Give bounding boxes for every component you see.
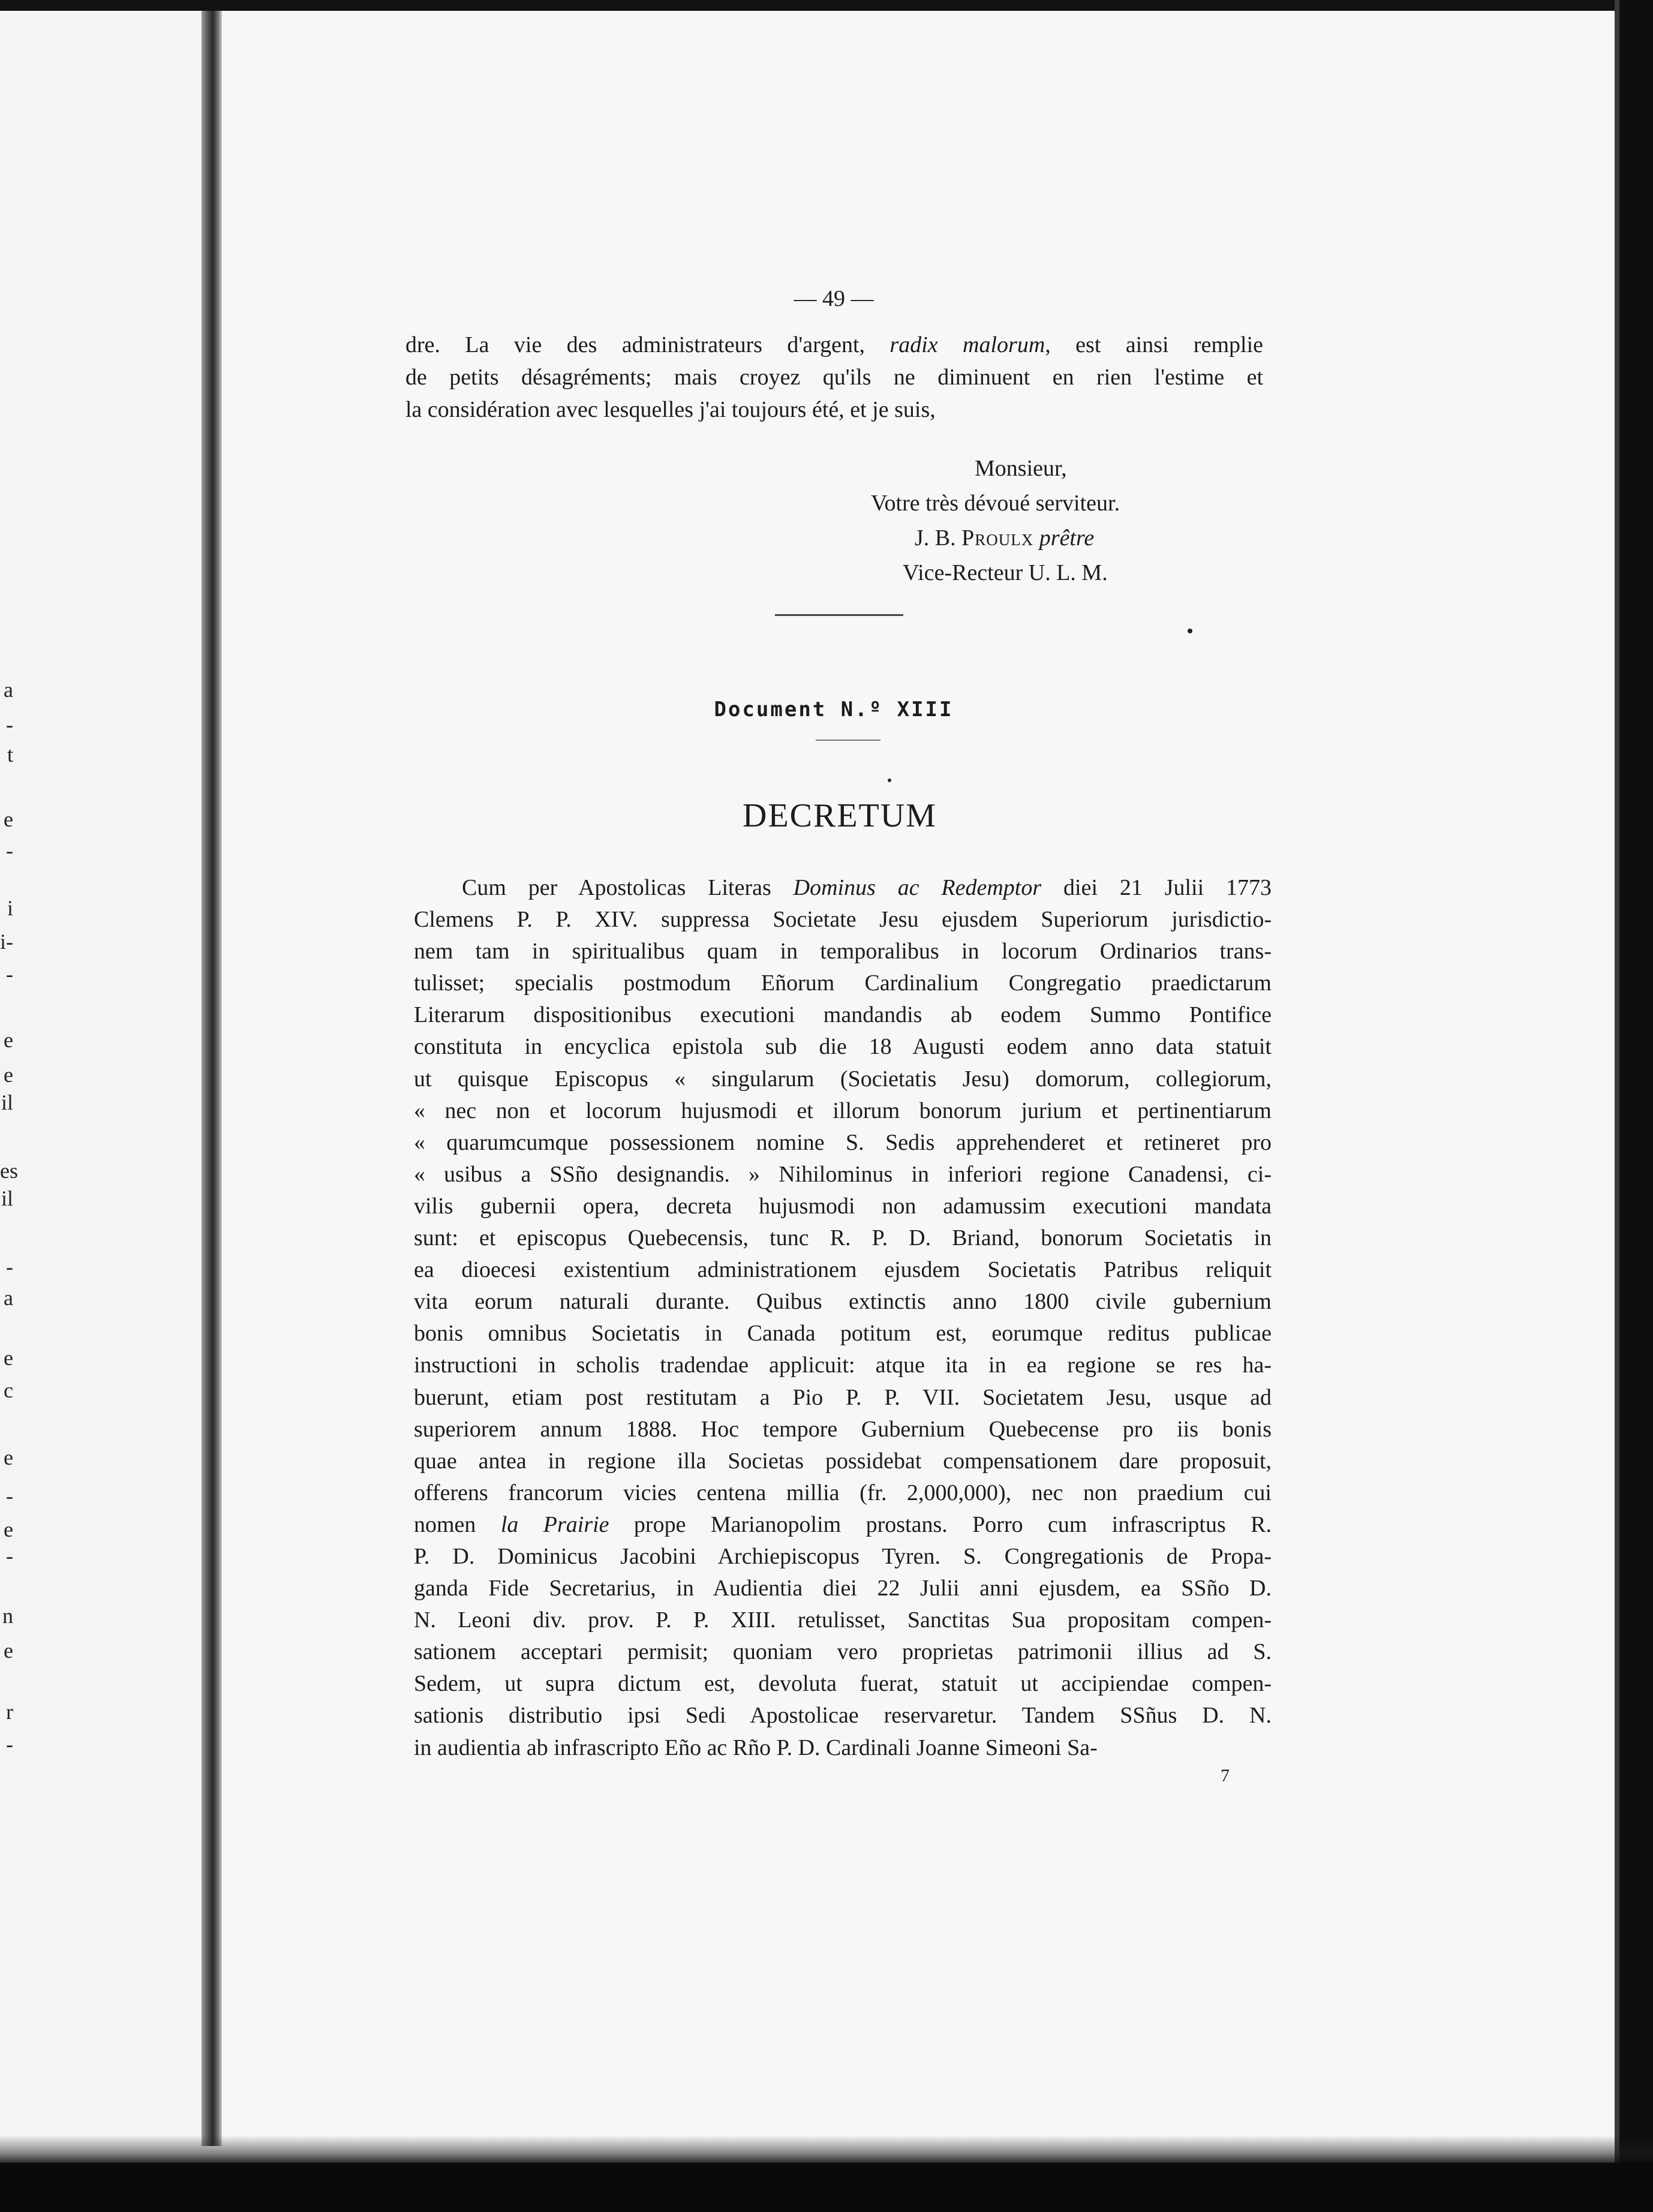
- left-page-fragment: e: [4, 1063, 13, 1087]
- left-page-fragment: c: [4, 1378, 13, 1402]
- left-page-fragment: -: [6, 1484, 13, 1508]
- text-line: [414, 1509, 1272, 1541]
- right-page-edge: [1615, 0, 1619, 2165]
- text-run: dre. La vie des administrateurs d'argent,: [405, 332, 890, 357]
- text-run: sunt: et episcopus Quebecensis, tunc R. P. D. Briand, bonorum Societatis in: [414, 1225, 1272, 1251]
- text-line: [414, 1700, 1272, 1732]
- left-page-fragment: -: [6, 1544, 13, 1568]
- left-page-fragment: -: [6, 838, 13, 862]
- text-run: ea dioecesi existentium administrationem ejusdem Societatis Patribus reliquit: [414, 1257, 1272, 1283]
- signatory: J. B. Proulx prêtre: [915, 525, 1095, 551]
- signatory-position: Vice-Recteur U. L. M.: [903, 560, 1108, 585]
- text-line: [414, 1382, 1272, 1414]
- left-page-fragment: a: [4, 678, 13, 702]
- left-page-fragment: a: [4, 1286, 13, 1310]
- text-run: constituta in encyclica epistola sub die 18 Augusti eodem anno data statuit: [414, 1034, 1272, 1060]
- decree-body: [414, 872, 1272, 1764]
- text-run: prope Marianopolim prostans. Porro cum infrascriptus R.: [609, 1511, 1272, 1537]
- bottom-page-shadow: [0, 2135, 1653, 2166]
- text-run: , est ainsi remplie: [1045, 332, 1263, 357]
- text-line: [414, 1286, 1272, 1318]
- letter-closing-paragraph: [405, 329, 1263, 426]
- italic-run: Dominus ac Redemptor: [793, 875, 1042, 900]
- text-line: [414, 1668, 1272, 1700]
- left-page-fragment: i-: [0, 930, 13, 954]
- text-run: ganda Fide Secretarius, in Audientia diei 22 Julii anni ejusdem, ea SSño D.: [414, 1576, 1272, 1601]
- text-run: sationem acceptari permisit; quoniam vero proprietas patrimonii illius ad S.: [414, 1639, 1272, 1665]
- left-page-fragment: -: [6, 713, 13, 737]
- text-run: nem tam in spiritualibus quam in temporalibus in locorum Ordinarios trans-: [414, 939, 1272, 964]
- text-run: quae antea in regione illa Societas possidebat compensationem dare proposuit,: [414, 1448, 1272, 1474]
- document-title: DECRETUM: [743, 797, 937, 834]
- text-run: Clemens P. P. XIV. suppressa Societate Jesu ejusdem Superiorum jurisdictio-: [414, 907, 1272, 933]
- text-line: [414, 1254, 1272, 1286]
- text-line: [405, 361, 1263, 393]
- text-run: « quarumcumque possessionem nomine S. Sedis apprehenderet et retineret pro: [414, 1129, 1272, 1155]
- text-line: [414, 1095, 1272, 1127]
- top-scan-border: [0, 0, 1653, 11]
- left-page-fragment: e: [4, 1639, 13, 1663]
- left-page-fragment: r: [6, 1700, 13, 1724]
- text-run: N. Leoni div. prov. P. P. XIII. retulisset, Sanctitas Sua propositam compen-: [414, 1607, 1272, 1633]
- text-line: [414, 872, 1272, 904]
- text-line: [414, 967, 1272, 999]
- text-run: Sedem, ut supra dictum est, devoluta fuerat, statuit ut accipiendae compen-: [414, 1671, 1272, 1697]
- italic-run: radix malorum: [889, 332, 1045, 357]
- text-line: [414, 1063, 1272, 1095]
- left-page-fragment: e: [4, 1028, 13, 1052]
- left-page-fragment: -: [6, 962, 13, 986]
- text-line: [414, 936, 1272, 967]
- text-run: diei 21 Julii 1773: [1041, 875, 1272, 900]
- heading-underline: [816, 740, 880, 741]
- text-run: P. D. Dominicus Jacobini Archiepiscopus Tyren. S. Congregationis de Propa-: [414, 1543, 1272, 1569]
- text-run: superiorem annum 1888. Hoc tempore Gubernium Quebecense pro iis bonis: [414, 1416, 1272, 1442]
- text-line: [414, 1414, 1272, 1445]
- text-line: [405, 393, 1263, 426]
- left-page-fragment: n: [2, 1604, 13, 1628]
- ink-speck: [1188, 629, 1192, 633]
- left-page-fragment: e: [4, 807, 13, 831]
- left-page-edge: [0, 11, 202, 2146]
- text-run: vilis gubernii opera, decreta hujusmodi non adamussim executioni mandata: [414, 1193, 1272, 1219]
- text-line: [414, 1159, 1272, 1191]
- left-page-fragment: -: [6, 1255, 13, 1279]
- text-run: tulisset; specialis postmodum Eñorum Cardinalium Congregatio praedictarum: [414, 970, 1272, 996]
- right-scan-border: [1619, 0, 1653, 2212]
- text-line: [414, 999, 1272, 1031]
- text-run: bonis omnibus Societatis in Canada potitum est, eorumque reditus publicae: [414, 1321, 1272, 1347]
- text-line: [414, 1732, 1272, 1764]
- left-page-fragment: es: [0, 1159, 18, 1183]
- left-page-fragment: e: [4, 1346, 13, 1370]
- salutation: Monsieur,: [975, 456, 1067, 481]
- text-run: in audientia ab infrascripto Eño ac Rño P. D. Cardinali Joanne Simeoni Sa-: [414, 1735, 1098, 1760]
- text-run: vita eorum naturali durante. Quibus extinctis anno 1800 civile gubernium: [414, 1289, 1272, 1315]
- left-page-fragment: -: [6, 1732, 13, 1756]
- text-line: [405, 329, 1263, 361]
- signatory-title: prêtre: [1033, 525, 1095, 551]
- text-run: sationis distributio ipsi Sedi Apostolicae reservaretur. Tandem SSñus D. N.: [414, 1703, 1272, 1729]
- text-run: ut quisque Episcopus « singularum (Societatis Jesu) domorum, collegiorum,: [414, 1066, 1272, 1092]
- signoff: Votre très dévoué serviteur.: [871, 491, 1120, 516]
- document-number-heading: Document N.º XIII: [714, 698, 954, 722]
- text-run: instructioni in scholis tradendae applicuit: atque ita in ea regione se res ha-: [414, 1353, 1272, 1378]
- text-line: [414, 1127, 1272, 1159]
- text-run: buerunt, etiam post restitutam a Pio P. P. VII. Societatem Jesu, usque ad: [414, 1384, 1272, 1410]
- text-line: [414, 1477, 1272, 1509]
- text-run: nomen: [414, 1511, 501, 1537]
- italic-run: la Prairie: [500, 1511, 609, 1537]
- text-line: [414, 1573, 1272, 1604]
- text-line: [414, 1636, 1272, 1668]
- text-line: [414, 1445, 1272, 1477]
- letter-signature-block: [780, 451, 1236, 590]
- text-run: Cum per Apostolicas Literas: [462, 875, 794, 900]
- left-page-fragment: t: [7, 743, 13, 767]
- text-run: de petits désagréments; mais croyez qu'ils ne diminuent en rien l'estime et: [405, 365, 1263, 390]
- book-gutter: [202, 11, 222, 2146]
- text-line: [414, 1350, 1272, 1381]
- left-page-fragment: il: [1, 1186, 13, 1210]
- text-line: [414, 1604, 1272, 1636]
- text-line: [414, 1318, 1272, 1350]
- text-line: [414, 1222, 1272, 1254]
- text-run: « usibus a SSño designandis. » Nihilominus in inferiori regione Canadensi, ci-: [414, 1161, 1272, 1187]
- text-run: « nec non et locorum hujusmodi et illorum bonorum jurium et pertinentiarum: [414, 1098, 1272, 1123]
- text-line: [414, 1031, 1272, 1063]
- text-run: offerens francorum vicies centena millia (fr. 2,000,000), nec non praedium cui: [414, 1480, 1272, 1505]
- text-line: [414, 904, 1272, 936]
- signatory-name: Proulx: [961, 525, 1034, 551]
- page-number: — 49 —: [794, 286, 874, 311]
- left-page-fragment: il: [1, 1090, 13, 1114]
- left-page-fragment: e: [4, 1517, 13, 1541]
- text-run: la considération avec lesquelles j'ai toujours été, et je suis,: [405, 397, 936, 422]
- text-line: [414, 1191, 1272, 1222]
- ink-speck: [888, 779, 891, 782]
- text-run: Literarum dispositionibus executioni mandandis ab eodem Summo Pontifice: [414, 1002, 1272, 1028]
- text-line: [414, 1541, 1272, 1573]
- left-page-fragment: e: [4, 1445, 13, 1469]
- printer-signature-mark: 7: [1221, 1766, 1230, 1786]
- bottom-scan-border: [0, 2163, 1653, 2212]
- section-divider: [775, 614, 903, 616]
- left-page-fragment: i: [7, 896, 13, 920]
